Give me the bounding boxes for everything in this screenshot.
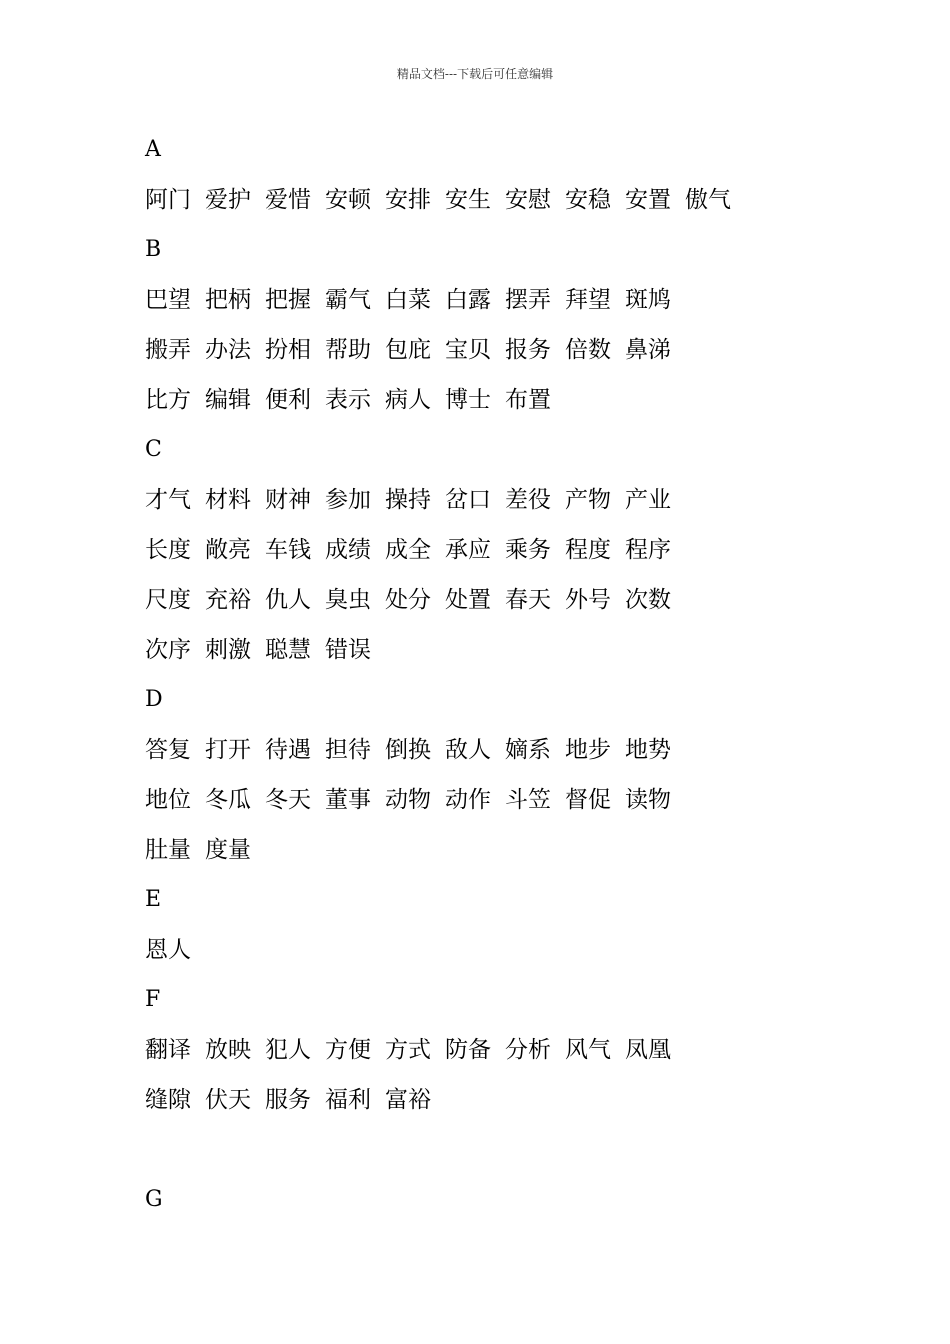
word: 岔口 xyxy=(445,487,491,513)
word: 财神 xyxy=(265,487,311,513)
section-letter: B xyxy=(145,237,162,262)
word-row xyxy=(145,175,905,225)
word: 病人 xyxy=(385,387,431,413)
word: 安置 xyxy=(625,187,671,213)
word: 博士 xyxy=(445,387,491,413)
word-list xyxy=(145,125,905,1225)
page-header: 精品文档---下载后可任意编辑 xyxy=(396,67,554,81)
word: 霸气 xyxy=(325,287,371,313)
word: 分析 xyxy=(505,1037,551,1063)
word: 斑鸠 xyxy=(625,287,671,313)
word: 把握 xyxy=(265,287,311,313)
word-row xyxy=(145,475,905,525)
word-row xyxy=(145,1025,905,1075)
word: 服务 xyxy=(265,1087,311,1113)
word: 表示 xyxy=(325,387,371,413)
word: 犯人 xyxy=(265,1037,311,1063)
word: 参加 xyxy=(325,487,371,513)
word: 承应 xyxy=(445,537,491,563)
word: 福利 xyxy=(325,1087,371,1113)
word: 处置 xyxy=(445,587,491,613)
word: 防备 xyxy=(445,1037,491,1063)
word: 办法 xyxy=(205,337,251,363)
word: 风气 xyxy=(565,1037,611,1063)
word: 度量 xyxy=(205,837,251,863)
word: 尺度 xyxy=(145,587,191,613)
word: 臭虫 xyxy=(325,587,371,613)
word: 倒换 xyxy=(385,737,431,763)
word-row xyxy=(145,825,905,875)
word: 担待 xyxy=(325,737,371,763)
word: 差役 xyxy=(505,487,551,513)
word: 伏天 xyxy=(205,1087,251,1113)
word: 安生 xyxy=(445,187,491,213)
word: 帮助 xyxy=(325,337,371,363)
word: 敌人 xyxy=(445,737,491,763)
word: 富裕 xyxy=(385,1087,431,1113)
word: 次序 xyxy=(145,637,191,663)
word: 报务 xyxy=(505,337,551,363)
word: 扮相 xyxy=(265,337,311,363)
word: 春天 xyxy=(505,587,551,613)
word: 宝贝 xyxy=(445,337,491,363)
word: 安顿 xyxy=(325,187,371,213)
word-row xyxy=(145,275,905,325)
word: 把柄 xyxy=(205,287,251,313)
word: 方便 xyxy=(325,1037,371,1063)
word: 程序 xyxy=(625,537,671,563)
word: 方式 xyxy=(385,1037,431,1063)
word: 安排 xyxy=(385,187,431,213)
word: 才气 xyxy=(145,487,191,513)
word: 安稳 xyxy=(565,187,611,213)
word: 恩人 xyxy=(145,937,191,963)
word: 错误 xyxy=(325,637,371,663)
word: 乘务 xyxy=(505,537,551,563)
word: 刺激 xyxy=(205,637,251,663)
word: 处分 xyxy=(385,587,431,613)
word: 车钱 xyxy=(265,537,311,563)
section-letter: D xyxy=(145,687,163,712)
word: 地势 xyxy=(625,737,671,763)
word: 次数 xyxy=(625,587,671,613)
word: 安慰 xyxy=(505,187,551,213)
word: 肚量 xyxy=(145,837,191,863)
word: 编辑 xyxy=(205,387,251,413)
word: 打开 xyxy=(205,737,251,763)
word: 冬瓜 xyxy=(205,787,251,813)
word: 产物 xyxy=(565,487,611,513)
word: 倍数 xyxy=(565,337,611,363)
word: 敞亮 xyxy=(205,537,251,563)
word: 爱惜 xyxy=(265,187,311,213)
word: 产业 xyxy=(625,487,671,513)
section-letter: E xyxy=(145,887,162,912)
word: 读物 xyxy=(625,787,671,813)
word: 白菜 xyxy=(385,287,431,313)
word: 待遇 xyxy=(265,737,311,763)
word: 充裕 xyxy=(205,587,251,613)
word: 长度 xyxy=(145,537,191,563)
word: 凤凰 xyxy=(625,1037,671,1063)
word-row xyxy=(145,625,905,675)
word: 督促 xyxy=(565,787,611,813)
word: 搬弄 xyxy=(145,337,191,363)
word: 布置 xyxy=(505,387,551,413)
word: 董事 xyxy=(325,787,371,813)
word-row xyxy=(145,575,905,625)
word-row xyxy=(145,325,905,375)
word: 白露 xyxy=(445,287,491,313)
word: 操持 xyxy=(385,487,431,513)
word-row xyxy=(145,725,905,775)
word: 仇人 xyxy=(265,587,311,613)
word: 傲气 xyxy=(685,187,731,213)
word-row xyxy=(145,525,905,575)
word: 翻译 xyxy=(145,1037,191,1063)
word: 冬天 xyxy=(265,787,311,813)
word: 拜望 xyxy=(565,287,611,313)
word: 鼻涕 xyxy=(625,337,671,363)
word: 摆弄 xyxy=(505,287,551,313)
blank-line xyxy=(145,1125,905,1175)
word: 程度 xyxy=(565,537,611,563)
word-row xyxy=(145,1075,905,1125)
word: 放映 xyxy=(205,1037,251,1063)
word: 阿门 xyxy=(145,187,191,213)
word: 外号 xyxy=(565,587,611,613)
word: 地位 xyxy=(145,787,191,813)
word: 巴望 xyxy=(145,287,191,313)
word: 便利 xyxy=(265,387,311,413)
word: 动物 xyxy=(385,787,431,813)
word-row xyxy=(145,775,905,825)
word: 成全 xyxy=(385,537,431,563)
word: 缝隙 xyxy=(145,1087,191,1113)
word: 动作 xyxy=(445,787,491,813)
word: 答复 xyxy=(145,737,191,763)
word: 比方 xyxy=(145,387,191,413)
word-row xyxy=(145,925,905,975)
word: 成绩 xyxy=(325,537,371,563)
word: 聪慧 xyxy=(265,637,311,663)
section-letter: G xyxy=(145,1187,163,1212)
word: 地步 xyxy=(565,737,611,763)
section-letter: C xyxy=(145,437,162,462)
word: 嫡系 xyxy=(505,737,551,763)
section-letter: F xyxy=(145,987,161,1012)
section-letter: A xyxy=(145,137,161,162)
word: 斗笠 xyxy=(505,787,551,813)
word: 包庇 xyxy=(385,337,431,363)
word: 爱护 xyxy=(205,187,251,213)
word-row xyxy=(145,375,905,425)
word: 材料 xyxy=(205,487,251,513)
